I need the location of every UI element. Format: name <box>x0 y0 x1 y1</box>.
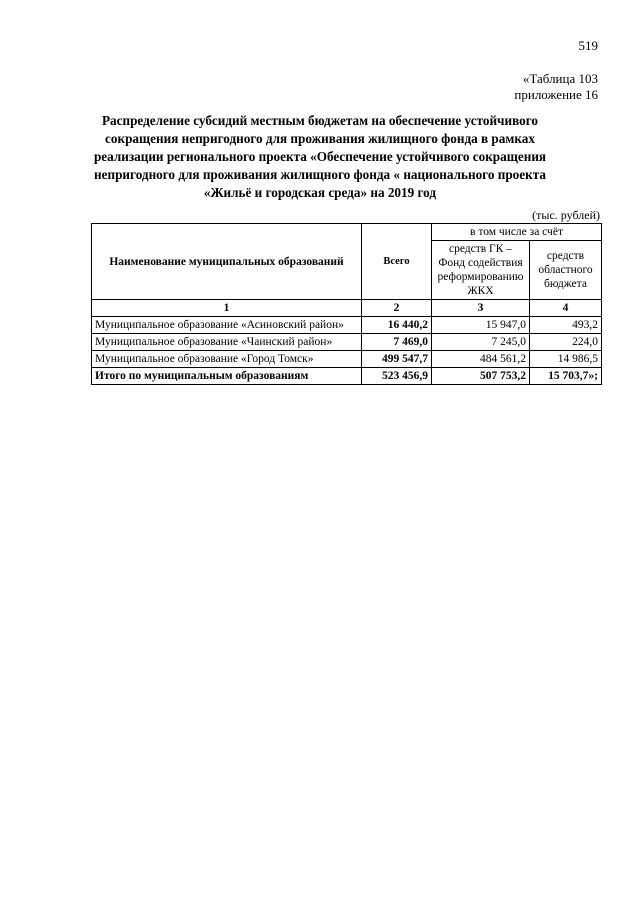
regional-value: 14 986,5 <box>530 351 602 368</box>
table-row <box>92 351 602 368</box>
municipality-name: Муниципальное образование «Чаинский район» <box>92 334 362 351</box>
title-line: непригодного для проживания жилищного фонда « национального проекта <box>94 167 546 182</box>
subsidy-table <box>91 223 602 385</box>
title-line: «Жильё и городская среда» на 2019 год <box>203 185 437 200</box>
document-title <box>90 112 550 202</box>
regional-value: 224,0 <box>530 334 602 351</box>
header-including: в том числе за счёт <box>432 224 602 241</box>
header-municipality-name: Наименование муниципальных образований <box>92 224 362 300</box>
page-number: 519 <box>578 38 598 53</box>
header-regional-budget: средств областного бюджета <box>530 241 602 300</box>
total-row <box>92 368 602 385</box>
header-total: Всего <box>362 224 432 300</box>
column-number: 2 <box>362 300 432 317</box>
municipality-name: Муниципальное образование «Город Томск» <box>92 351 362 368</box>
total-row-label: Итого по муниципальным образованиям <box>92 368 362 385</box>
title-line: реализации регионального проекта «Обеспечение устойчивого сокращения <box>93 149 547 164</box>
total-value: 7 469,0 <box>362 334 432 351</box>
title-line: Распределение субсидий местным бюджетам на обеспечение устойчивого <box>102 113 538 128</box>
column-number: 1 <box>92 300 362 317</box>
table-label: «Таблица 103 <box>522 71 598 86</box>
title-line: сокращения непригодного для проживания жилищного фонда в рамках <box>105 131 535 146</box>
table-reference <box>514 71 598 103</box>
header-fund: средств ГК – Фонд содействия реформированию ЖКХ <box>432 241 530 300</box>
grand-total-value: 523 456,9 <box>362 368 432 385</box>
fund-value: 7 245,0 <box>432 334 530 351</box>
column-number: 3 <box>432 300 530 317</box>
column-number: 4 <box>530 300 602 317</box>
municipality-name: Муниципальное образование «Асиновский район» <box>92 317 362 334</box>
appendix-label: приложение 16 <box>514 87 598 102</box>
grand-fund-value: 507 753,2 <box>432 368 530 385</box>
table-row <box>92 334 602 351</box>
table-row <box>92 317 602 334</box>
total-value: 16 440,2 <box>362 317 432 334</box>
units-label: (тыс. рублей) <box>532 208 600 222</box>
grand-regional-value: 15 703,7»; <box>530 368 602 385</box>
total-value: 499 547,7 <box>362 351 432 368</box>
fund-value: 484 561,2 <box>432 351 530 368</box>
fund-value: 15 947,0 <box>432 317 530 334</box>
regional-value: 493,2 <box>530 317 602 334</box>
